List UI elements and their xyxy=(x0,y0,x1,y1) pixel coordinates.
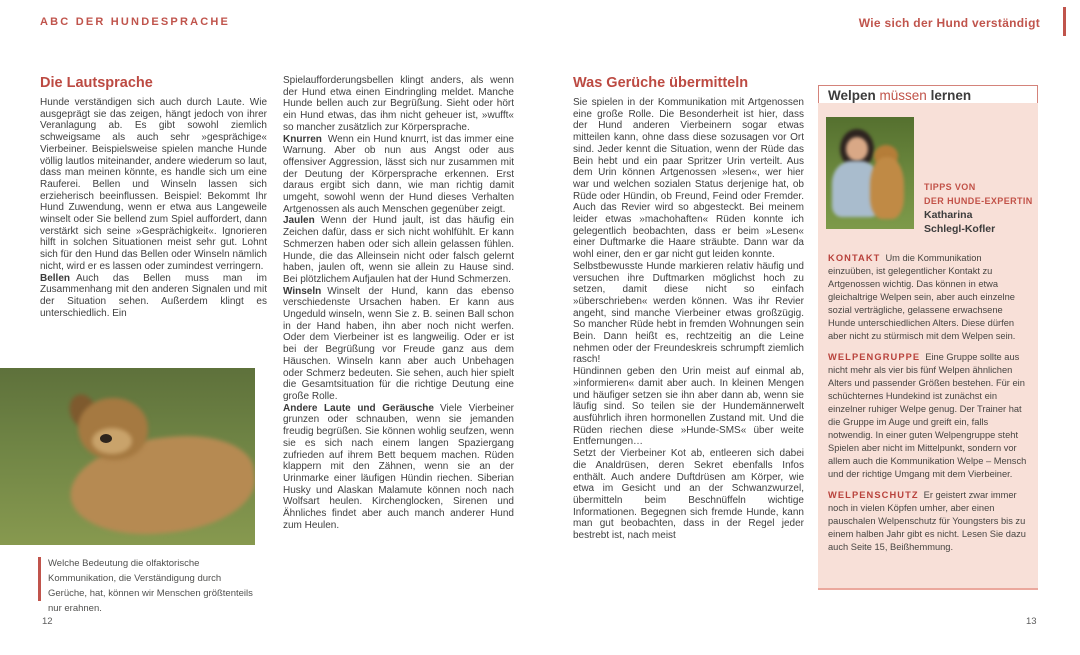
chapter-tab-mark xyxy=(1063,7,1066,36)
sidebar-text: Um die Kommunikation einzuüben, ist gelegentlicher Kontakt zu Artgenossen wichtig. Das können in etwa gleichaltrige Welpen sein, aber auch einzelne sozial verträgliche, gelassene erwachsene Hunde unterschiedlichen Alters. Diese dürfen aber nicht zu stürmisch mit dem Welpen sein. xyxy=(828,253,1016,341)
paragraph-bellen xyxy=(40,273,267,320)
sidebar-paragraph-welpengruppe xyxy=(828,351,1028,481)
caption-rule xyxy=(38,557,41,601)
tips-block xyxy=(924,180,1033,236)
sidebar-label-welpengruppe: WELPENGRUPPE xyxy=(828,352,921,362)
inline-label-andere-laute: Andere Laute und Geräusche xyxy=(283,402,434,414)
sidebar-title-word-1: Welpen xyxy=(828,88,876,103)
sidebar-photo-row xyxy=(818,103,1038,252)
dog-muzzle-shape xyxy=(92,428,132,454)
running-head-left: ABC DER HUNDESPRACHE xyxy=(40,16,231,28)
sidebar-text: Eine Gruppe sollte aus nicht mehr als vier bis fünf Welpen ähnlichen Alters und passender Größen bestehen. Für ein schüchternes Hundekind ist zunächst ein einzelner ruhiger Welpe genug. Der Trainer hat die Gruppe im Auge und greift ein, falls notwendig. In einer guten Welpengruppe steht Spielen aber nicht im Mittelpunkt, sondern vor allem auch die Kommunikation Welpe – Mensch und der richtige Umgang mit dem Vierbeiner. xyxy=(828,352,1027,479)
section-heading-lautsprache: Die Lautsprache xyxy=(40,75,153,91)
paragraph-andere-laute xyxy=(283,403,514,532)
inline-label-jaulen: Jaulen xyxy=(283,215,315,227)
photo-caption: Welche Bedeutung die olfaktorische Kommunikation, die Verständigung durch Gerüche, hat, können wir Menschen größtenteils nur erahnen. xyxy=(48,558,253,614)
tips-line-2: DER HUNDE-EXPERTIN xyxy=(924,196,1033,206)
sidebar-label-welpenschutz: WELPENSCHUTZ xyxy=(828,490,919,500)
paragraph-gerueche-2: Selbstbewusste Hunde markieren relativ häufig und versuchen ihre Duftmarken möglichst hoch zu setzen, damit diese nicht so einfach »überschrieben« werden können. Was ihr Revier angeht, sind manche Vierbeiner etwas großzügig. So mancher Rüde hebt in fremden Wohnungen sein Bein. Dann heißt es, rechtzeitig an die Leine nehmen oder der Freundeskreis schrumpft ziemlich rasch! xyxy=(573,260,804,366)
paragraph-lautsprache xyxy=(40,97,267,273)
expert-dog-shape xyxy=(870,157,904,219)
paragraph-winseln xyxy=(283,286,514,403)
expert-face-shape xyxy=(846,137,868,161)
sidebar-text: Er geistert zwar immer noch in vielen Köpfen umher, aber einen pauschalen Welpenschutz für Youngsters bis zu einem halben Jahr gibt es nicht. Lesen Sie dazu auch Seite 15, Beißhemmung. xyxy=(828,490,1026,552)
paragraph-gerueche-1: Sie spielen in der Kommunikation mit Artgenossen eine große Rolle. Die Besonderheit ist hier, dass der Hund anderen Vierbeinern sogar etwas mitteilen kann, ohne dass diese sozusagen vor Ort sind. Jeder kennt die Situation, wenn der Rüde das Bein hebt und ein paar Spritzer Urin verteilt. Aus dem Urin können Artgenossen »lesen«, wer hier war und welchen sozialen Status derjenige hat, ob Rüde oder Hündin, ob Freund, Feind oder Fremder. Auch das Revier wird so abgesteckt. Bei meinem leider etwas »machohaften« Rüden konnte ich gelegentlich beobachten, dass er beim »Lesen« einer Duftmarke die Haare sträubte. Dann war da wohl einer, den er gar nicht gut leiden konnte. xyxy=(573,97,804,261)
paragraph-jaulen xyxy=(283,215,514,285)
inline-label-bellen: Bellen xyxy=(40,272,71,284)
sidebar-title-word-2: müssen xyxy=(879,88,927,103)
sidebar-panel xyxy=(818,103,1038,590)
paragraph-knurren xyxy=(283,134,514,216)
sidebar-label-kontakt: KONTAKT xyxy=(828,253,881,263)
page-number-right: 13 xyxy=(1026,616,1037,627)
dog-nose-shape xyxy=(100,434,112,443)
tips-line-1: TIPPS VON xyxy=(924,182,976,192)
paragraph-gerueche-4: Setzt der Vierbeiner Kot ab, entleeren sich dabei die Analdrüsen, deren Sekret ebenfalls Infos enthält. Auch andere Duftdrüsen am Körper, wie etwa im Gesicht und an der Schwanzwurzel, übermitteln beim Beschnüffeln wichtige Informationen. Begegnen sich fremde Hunde, kann man gut beobachten, dass in der Regel jeder bestrebt ist, nach meist xyxy=(573,448,804,542)
paragraph-text: Hunde verständigen sich auch durch Laute. Wie ausgeprägt sie das zeigen, hängt jedoch von ihrer Veranlagung ab. Es gibt sowohl ziemlich schweigsame als auch sehr »gesprächige« Vierbeiner. Beispielsweise spielen manche Hunde völlig lautlos miteinander, andere wiederum so laut, dass man meinen könnte, es handle sich um eine Rauferei. Bellen und Winseln lassen sich erzieherisch beeinflussen. Beispiel: Bekommt Ihr Hund Zuwendung, wenn er etwa aus Langeweile winselt oder Sie bellend zum Spiel auffordert, dann verstärkt sich seine »Gesprächigkeit«. Ignorieren hilft in solchen Situationen meist sehr gut. Lohnt sich für den Hund das Bellen oder Winseln nämlich nicht, wird er es lassen oder zumindest verringern. xyxy=(40,97,267,272)
page-number-left: 12 xyxy=(42,616,53,627)
paragraph-text: Winselt der Hund, kann das ebenso verschiedenste Ursachen haben. Er kann aus Ungeduld winseln, wenn Sie z. B. seinen Ball schon in der Hand haben, ihn aber noch nicht werfen. Oder dem Vierbeiner ist es langweilig. Oder er ist bei der Begrüßung vor Freude ganz aus dem Häuschen. Winseln kann aber auch Unbehagen oder Schmerz bedeuten. Sie sehen, auch hier spielt die Gesamtsituation für die richtige Deutung eine große Rolle. xyxy=(283,285,514,402)
column-lautsprache xyxy=(40,75,267,319)
sidebar-title-word-3: lernen xyxy=(930,88,972,103)
inline-label-winseln: Winseln xyxy=(283,285,322,297)
section-heading-gerueche: Was Gerüche übermitteln xyxy=(573,75,749,91)
paragraph-text: Wenn der Hund jault, ist das häufig ein Zeichen dafür, dass er sich nicht wohlfühlt. Er kann Schmerzen haben oder sich allein gelassen fühlen. Hunde, die das Alleinsein nicht oder falsch gelernt haben, jaulen oft, wenn sie allein zu Hause sind. Bei plötzlichem Aufjaulen hat der Hund Schmerzen. xyxy=(283,215,514,285)
sidebar-paragraph-kontakt xyxy=(828,252,1028,343)
paragraph-text: Wenn ein Hund knurrt, ist das immer eine Warnung. Aber ob nun aus Angst oder aus offensiver Aggression, lässt sich nur zusammen mit der Deutung der Körpersprache erkennen. Erst daraus ergibt sich dann, wie man richtig damit umgeht, sowohl wenn der Hund dieses Verhalten Artgenossen als auch Menschen gegenüber zeigt. xyxy=(283,133,514,215)
dog-photo xyxy=(0,368,255,545)
paragraph-spielbellen xyxy=(283,75,514,134)
column-lautsprache-continued xyxy=(283,75,514,531)
paragraph-text: Auch das Bellen muss man im Zusammenhang mit den anderen Signalen und mit der Situation sehen. Außerdem klingt es unterschiedlich. Ein xyxy=(40,272,267,319)
expert-photo xyxy=(826,117,914,229)
expert-name-line-1: Katharina xyxy=(924,209,973,221)
expert-name-line-2: Schlegl-Kofler xyxy=(924,223,996,235)
sidebar-paragraph-welpenschutz xyxy=(828,489,1028,554)
paragraph-text: Spielaufforderungsbellen klingt anders, als wenn der Hund etwa einen Eindringling meldet. Manche Hunde bellen auch zur Begrüßung. Sieht oder hört ein Hund etwas, das ihm nicht geheuer ist, »wufft« so mancher zusätzlich zur Körpersprache. xyxy=(283,75,514,133)
paragraph-gerueche-3: Hündinnen geben den Urin meist auf einmal ab, »informieren« damit aber auch. In kleinen Mengen und häufiger setzen sie ihn aber dann ab, wenn sie läufig sind. So teilen sie der Hundemännerwelt ausführlich ihren hormonellen Zustand mit. Und die Rüden riechen diese »Hunde-SMS« über weite Entfernungen… xyxy=(573,366,804,448)
column-gerueche xyxy=(573,75,804,542)
paragraph-text: Viele Vierbeiner grunzen oder schnauben, wenn sie jemanden freudig begrüßen. Sie können wohlig seufzen, wenn sie es sich nach einem langen Spaziergang zufrieden auf ihrem Bett bequem machen. Rüden klappern mit den Zähnen, wenn sie an der Urinmarke einer läufigen Hündin riechen. Siberian Husky und Alaskan Malamute können noch nach Wolfsart heulen. Kirchenglocken, Sirenen und Ähnliches findet aber auch manch anderer Hund zum Heulen. xyxy=(283,402,515,531)
running-head-right: Wie sich der Hund verständigt xyxy=(858,16,1040,30)
inline-label-knurren: Knurren xyxy=(283,133,322,145)
